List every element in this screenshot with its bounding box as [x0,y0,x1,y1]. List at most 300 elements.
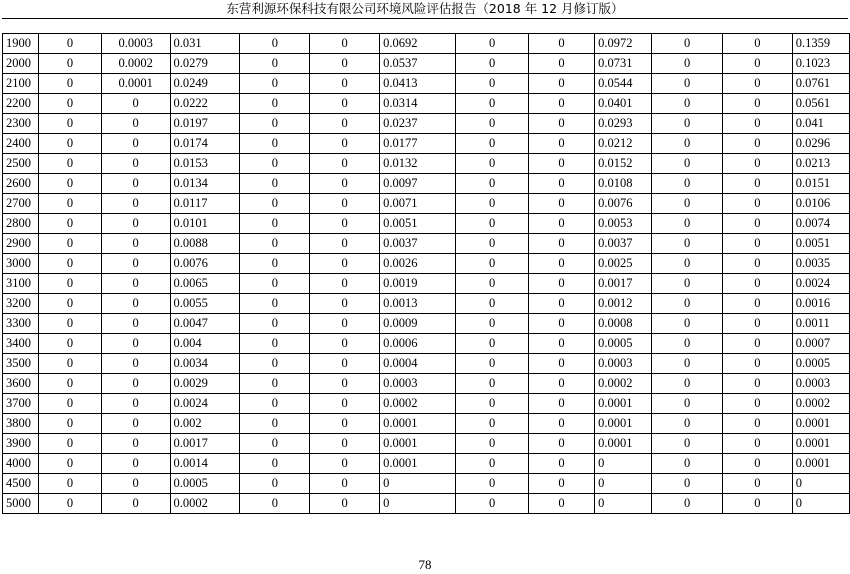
value-cell: 0 [722,194,792,214]
value-cell: 0 [101,354,170,374]
value-cell: 0.0237 [380,114,456,134]
value-cell: 0.0003 [380,374,456,394]
value-cell: 0 [310,214,380,234]
value-cell: 0 [310,374,380,394]
value-cell: 0 [528,34,594,54]
value-cell: 0.0002 [101,54,170,74]
value-cell: 0 [456,194,529,214]
value-cell: 0 [240,474,310,494]
distance-cell: 3200 [3,294,39,314]
value-cell: 0.0005 [595,334,652,354]
value-cell: 0.0047 [170,314,240,334]
value-cell: 0.0692 [380,34,456,54]
value-cell: 0.004 [170,334,240,354]
value-cell: 0 [310,234,380,254]
value-cell: 0.0097 [380,174,456,194]
value-cell: 0 [528,314,594,334]
value-cell: 0 [652,374,723,394]
value-cell: 0.0088 [170,234,240,254]
value-cell: 0.0197 [170,114,240,134]
value-cell: 0.0153 [170,154,240,174]
value-cell: 0 [652,294,723,314]
value-cell: 0 [39,154,102,174]
value-cell: 0 [722,174,792,194]
value-cell: 0 [101,274,170,294]
value-cell: 0.0972 [595,34,652,54]
value-cell: 0 [101,474,170,494]
value-cell: 0 [652,94,723,114]
value-cell: 0.0008 [595,314,652,334]
value-cell: 0 [380,494,456,514]
value-cell: 0 [652,314,723,334]
value-cell: 0 [240,414,310,434]
value-cell: 0 [528,494,594,514]
value-cell: 0 [456,454,529,474]
value-cell: 0.0051 [792,234,849,254]
value-cell: 0.0002 [595,374,652,394]
value-cell: 0 [39,414,102,434]
value-cell: 0.0537 [380,54,456,74]
value-cell: 0 [652,434,723,454]
value-cell: 0.0001 [595,434,652,454]
value-cell: 0 [456,374,529,394]
value-cell: 0.0011 [792,314,849,334]
value-cell: 0.0108 [595,174,652,194]
value-cell: 0.0076 [595,194,652,214]
page-number: 78 [418,557,432,572]
value-cell: 0.0074 [792,214,849,234]
value-cell: 0 [39,334,102,354]
value-cell: 0 [310,314,380,334]
value-cell: 0 [310,274,380,294]
value-cell: 0 [456,294,529,314]
value-cell: 0.0065 [170,274,240,294]
value-cell: 0 [456,314,529,334]
value-cell: 0.0314 [380,94,456,114]
value-cell: 0 [528,434,594,454]
value-cell: 0 [380,474,456,494]
value-cell: 0.0003 [792,374,849,394]
table-row [3,334,850,354]
distance-cell: 3900 [3,434,39,454]
value-cell: 0 [652,254,723,274]
value-cell: 0.0001 [595,414,652,434]
value-cell: 0 [456,174,529,194]
table-row [3,234,850,254]
value-cell: 0 [310,414,380,434]
value-cell: 0.1023 [792,54,849,74]
value-cell: 0 [528,94,594,114]
value-cell: 0 [39,374,102,394]
value-cell: 0 [528,274,594,294]
value-cell: 0 [240,334,310,354]
value-cell: 0.0001 [792,434,849,454]
value-cell: 0 [240,94,310,114]
value-cell: 0 [39,254,102,274]
value-cell: 0 [528,214,594,234]
value-cell: 0 [101,94,170,114]
value-cell: 0 [39,34,102,54]
value-cell: 0 [722,54,792,74]
value-cell: 0 [652,74,723,94]
value-cell: 0 [652,394,723,414]
value-cell: 0 [310,94,380,114]
value-cell: 0 [652,214,723,234]
value-cell: 0 [722,134,792,154]
value-cell: 0 [101,494,170,514]
value-cell: 0 [39,134,102,154]
value-cell: 0 [101,214,170,234]
table-row [3,194,850,214]
value-cell: 0 [240,214,310,234]
value-cell: 0 [240,294,310,314]
table-row [3,174,850,194]
value-cell: 0 [652,454,723,474]
value-cell: 0 [722,214,792,234]
table-row [3,474,850,494]
value-cell: 0 [39,214,102,234]
table-body [3,34,850,514]
value-cell: 0 [722,234,792,254]
value-cell: 0 [528,474,594,494]
value-cell: 0 [240,74,310,94]
value-cell: 0.0002 [170,494,240,514]
value-cell: 0 [722,354,792,374]
distance-cell: 4500 [3,474,39,494]
value-cell: 0 [310,434,380,454]
value-cell: 0.0003 [595,354,652,374]
value-cell: 0 [39,194,102,214]
value-cell: 0 [528,414,594,434]
table-row [3,254,850,274]
value-cell: 0 [310,474,380,494]
value-cell: 0 [101,414,170,434]
distance-cell: 2800 [3,214,39,234]
value-cell: 0.0037 [595,234,652,254]
value-cell: 0 [310,114,380,134]
value-cell: 0 [101,254,170,274]
value-cell: 0 [652,174,723,194]
distance-cell: 5000 [3,494,39,514]
value-cell: 0 [39,314,102,334]
value-cell: 0 [101,174,170,194]
value-cell: 0.0222 [170,94,240,114]
value-cell: 0 [101,154,170,174]
table-row [3,454,850,474]
distance-cell: 3300 [3,314,39,334]
table-row [3,74,850,94]
value-cell: 0 [310,354,380,374]
value-cell: 0 [722,494,792,514]
value-cell: 0 [652,494,723,514]
value-cell: 0 [528,334,594,354]
value-cell: 0 [722,334,792,354]
value-cell: 0.0016 [792,294,849,314]
value-cell: 0 [39,114,102,134]
value-cell: 0 [722,414,792,434]
value-cell: 0 [652,54,723,74]
value-cell: 0 [652,274,723,294]
value-cell: 0.0213 [792,154,849,174]
value-cell: 0 [456,214,529,234]
table-row [3,114,850,134]
value-cell: 0 [722,254,792,274]
value-cell: 0.0002 [792,394,849,414]
value-cell: 0 [39,454,102,474]
value-cell: 0 [652,34,723,54]
value-cell: 0 [101,234,170,254]
value-cell: 0.0106 [792,194,849,214]
value-cell: 0 [722,454,792,474]
value-cell: 0 [722,274,792,294]
value-cell: 0.0132 [380,154,456,174]
header-divider [2,18,848,19]
value-cell: 0.0055 [170,294,240,314]
value-cell: 0.0544 [595,74,652,94]
table-row [3,94,850,114]
distance-cell: 2600 [3,174,39,194]
table-row [3,314,850,334]
value-cell: 0.0731 [595,54,652,74]
value-cell: 0 [310,294,380,314]
value-cell: 0 [39,474,102,494]
value-cell: 0.0024 [792,274,849,294]
value-cell: 0 [652,134,723,154]
value-cell: 0.0029 [170,374,240,394]
value-cell: 0 [652,154,723,174]
distance-cell: 3700 [3,394,39,414]
table-row [3,414,850,434]
value-cell: 0.0001 [101,74,170,94]
value-cell: 0 [39,74,102,94]
value-cell: 0 [310,334,380,354]
value-cell: 0.0017 [170,434,240,454]
table-row [3,214,850,234]
value-cell: 0.0014 [170,454,240,474]
value-cell: 0.0004 [380,354,456,374]
value-cell: 0.0001 [792,454,849,474]
value-cell: 0.0035 [792,254,849,274]
value-cell: 0.0034 [170,354,240,374]
value-cell: 0 [456,394,529,414]
value-cell: 0 [456,74,529,94]
value-cell: 0 [456,274,529,294]
value-cell: 0 [101,394,170,414]
value-cell: 0 [652,194,723,214]
value-cell: 0.0249 [170,74,240,94]
value-cell: 0 [240,434,310,454]
table-row [3,354,850,374]
value-cell: 0 [456,234,529,254]
distance-cell: 2200 [3,94,39,114]
value-cell: 0 [456,54,529,74]
page-header-title: 东营利源环保科技有限公司环境风险评估报告（2018 年 12 月修订版） [226,1,624,16]
value-cell: 0.0296 [792,134,849,154]
value-cell: 0 [240,314,310,334]
value-cell: 0 [39,294,102,314]
value-cell: 0 [792,474,849,494]
table-row [3,54,850,74]
value-cell: 0 [456,414,529,434]
value-cell: 0.0177 [380,134,456,154]
distance-cell: 2700 [3,194,39,214]
value-cell: 0 [101,454,170,474]
value-cell: 0 [528,454,594,474]
value-cell: 0.0152 [595,154,652,174]
value-cell: 0.0001 [380,414,456,434]
value-cell: 0 [240,174,310,194]
value-cell: 0.0053 [595,214,652,234]
value-cell: 0.0101 [170,214,240,234]
value-cell: 0 [240,34,310,54]
distance-cell: 3000 [3,254,39,274]
value-cell: 0 [456,334,529,354]
value-cell: 0 [528,174,594,194]
value-cell: 0.0212 [595,134,652,154]
value-cell: 0 [528,134,594,154]
value-cell: 0 [310,194,380,214]
value-cell: 0 [652,414,723,434]
value-cell: 0 [101,294,170,314]
value-cell: 0 [456,34,529,54]
value-cell: 0.002 [170,414,240,434]
value-cell: 0 [528,114,594,134]
table-row [3,34,850,54]
value-cell: 0 [722,74,792,94]
value-cell: 0 [240,194,310,214]
value-cell: 0 [652,474,723,494]
value-cell: 0 [528,234,594,254]
distance-cell: 1900 [3,34,39,54]
value-cell: 0 [456,114,529,134]
value-cell: 0.031 [170,34,240,54]
value-cell: 0 [240,494,310,514]
value-cell: 0 [39,494,102,514]
value-cell: 0.0051 [380,214,456,234]
distance-cell: 2500 [3,154,39,174]
value-cell: 0.0001 [792,414,849,434]
value-cell: 0.1359 [792,34,849,54]
value-cell: 0.0006 [380,334,456,354]
table-row [3,274,850,294]
value-cell: 0 [652,114,723,134]
value-cell: 0 [39,394,102,414]
value-cell: 0 [310,134,380,154]
value-cell: 0 [240,394,310,414]
value-cell: 0 [39,174,102,194]
value-cell: 0.0401 [595,94,652,114]
value-cell: 0.0026 [380,254,456,274]
value-cell: 0 [722,154,792,174]
distance-cell: 2300 [3,114,39,134]
value-cell: 0 [240,354,310,374]
value-cell: 0 [792,494,849,514]
value-cell: 0 [310,74,380,94]
value-cell: 0 [722,394,792,414]
table-row [3,434,850,454]
value-cell: 0 [240,274,310,294]
value-cell: 0 [101,374,170,394]
value-cell: 0 [39,354,102,374]
value-cell: 0 [595,474,652,494]
value-cell: 0 [39,234,102,254]
distance-cell: 3800 [3,414,39,434]
table-row [3,494,850,514]
value-cell: 0 [722,34,792,54]
value-cell: 0 [456,474,529,494]
value-cell: 0.0413 [380,74,456,94]
value-cell: 0 [240,134,310,154]
value-cell: 0 [240,54,310,74]
table-row [3,154,850,174]
value-cell: 0 [456,134,529,154]
value-cell: 0.0561 [792,94,849,114]
value-cell: 0 [101,314,170,334]
value-cell: 0 [528,354,594,374]
value-cell: 0 [595,454,652,474]
value-cell: 0.0174 [170,134,240,154]
value-cell: 0.0117 [170,194,240,214]
value-cell: 0.0001 [380,454,456,474]
value-cell: 0 [310,494,380,514]
value-cell: 0.0003 [101,34,170,54]
distance-cell: 3600 [3,374,39,394]
value-cell: 0 [240,114,310,134]
value-cell: 0 [722,434,792,454]
value-cell: 0 [240,454,310,474]
concentration-table [2,33,850,514]
value-cell: 0 [456,494,529,514]
value-cell: 0.0025 [595,254,652,274]
distance-cell: 2000 [3,54,39,74]
distance-cell: 2900 [3,234,39,254]
value-cell: 0.0293 [595,114,652,134]
distance-cell: 3500 [3,354,39,374]
value-cell: 0 [310,394,380,414]
value-cell: 0 [456,154,529,174]
value-cell: 0 [528,374,594,394]
value-cell: 0 [652,334,723,354]
value-cell: 0.0009 [380,314,456,334]
value-cell: 0 [722,294,792,314]
distance-cell: 3400 [3,334,39,354]
value-cell: 0 [39,274,102,294]
value-cell: 0 [595,494,652,514]
value-cell: 0 [456,354,529,374]
value-cell: 0.0037 [380,234,456,254]
value-cell: 0 [528,254,594,274]
value-cell: 0 [310,54,380,74]
value-cell: 0 [456,254,529,274]
value-cell: 0.0005 [792,354,849,374]
value-cell: 0 [101,194,170,214]
distance-cell: 2400 [3,134,39,154]
value-cell: 0 [722,474,792,494]
value-cell: 0 [528,294,594,314]
value-cell: 0.0017 [595,274,652,294]
value-cell: 0 [101,114,170,134]
value-cell: 0.0001 [595,394,652,414]
value-cell: 0.0005 [170,474,240,494]
value-cell: 0 [652,354,723,374]
value-cell: 0.0024 [170,394,240,414]
value-cell: 0 [240,374,310,394]
value-cell: 0.0001 [380,434,456,454]
value-cell: 0 [240,154,310,174]
table-row [3,394,850,414]
value-cell: 0 [39,434,102,454]
value-cell: 0 [39,94,102,114]
